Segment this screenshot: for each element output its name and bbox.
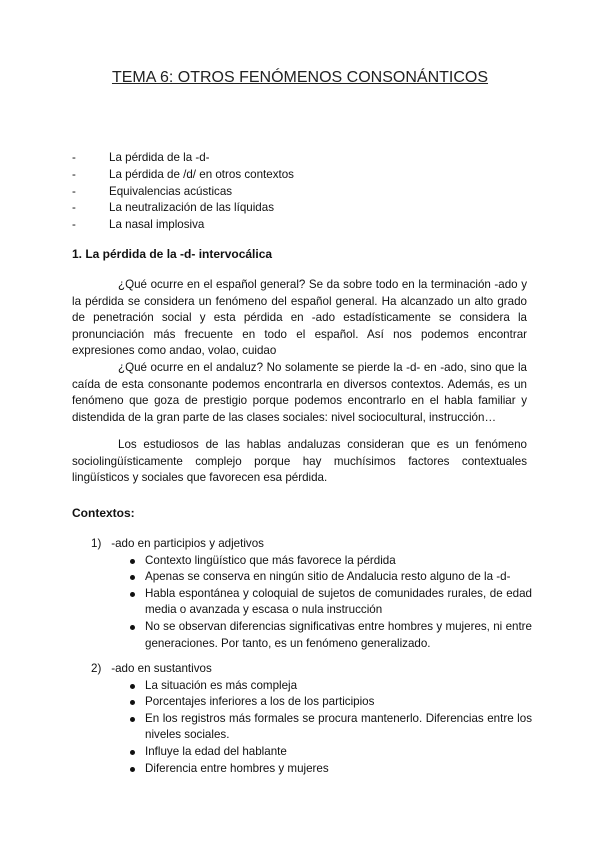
dash-marker: - <box>72 201 76 215</box>
body-paragraph: ¿Qué ocurre en el español general? Se da sobre todo en la terminación -ado y la pérdida se considera un fenómeno del español general. Ha alcanzado un alto grado de penetración social y esta pérdida en -ado estadísticamente se considera la pronunciación más frecuente en todo el español. Así nos podemos encontrar expresiones como andao, volao, cuidao <box>72 278 527 358</box>
topic-list <box>72 150 294 234</box>
topic-text: La nasal implosiva <box>109 218 205 232</box>
bullet-dot-icon <box>130 575 135 580</box>
topic-text: La pérdida de la -d- <box>109 151 210 164</box>
dash-marker: - <box>72 167 76 181</box>
bullet-list <box>72 678 532 778</box>
bullet-list <box>72 553 532 653</box>
bullet-text: La situación es más compleja <box>145 678 298 692</box>
bullet-item <box>72 694 532 711</box>
bullet-item <box>72 761 532 778</box>
context-item-header <box>72 536 532 553</box>
page-title: TEMA 6: OTROS FENÓMENOS CONSONÁNTICOS <box>111 69 489 86</box>
bullet-dot-icon <box>130 717 135 722</box>
bullet-item <box>72 586 532 619</box>
topic-text: Equivalencias acústicas <box>109 184 233 198</box>
topic-list-item <box>72 150 294 167</box>
bullet-text: Diferencia entre hombres y mujeres <box>145 761 329 775</box>
bullet-dot-icon <box>130 767 135 772</box>
topic-list-item <box>72 200 294 217</box>
context-number: 1) <box>91 537 102 550</box>
bullet-item <box>72 744 532 761</box>
bullet-dot-icon <box>130 700 135 705</box>
bullet-dot-icon <box>130 684 135 689</box>
dash-marker: - <box>72 151 76 164</box>
context-number: 2) <box>91 662 102 675</box>
bullet-item <box>72 553 532 570</box>
bullet-item <box>72 569 532 586</box>
bullet-item <box>72 619 532 652</box>
bullet-dot-icon <box>130 625 135 630</box>
bullet-item <box>72 678 532 695</box>
topic-text: La neutralización de las líquidas <box>109 201 274 215</box>
bullet-text: Influye la edad del hablante <box>145 744 287 758</box>
bullet-text: Apenas se conserva en ningún sitio de Andalucia resto alguno de la -d- <box>145 570 511 584</box>
context-item <box>72 536 532 652</box>
context-item-header <box>72 661 532 678</box>
section-heading: 1. La pérdida de la -d- intervocálica <box>72 247 273 261</box>
dash-marker: - <box>72 184 76 198</box>
context-label: -ado en participios y adjetivos <box>111 537 264 550</box>
dash-marker: - <box>72 218 76 232</box>
body-paragraph: ¿Qué ocurre en el andaluz? No solamente se pierde la -d- en -ado, sino que la caída de esta consonante podemos encontrarla en diversos contextos. Además, es un fenómeno que goza de prestigio porque podemos encontrarlo en el habla familiar y distendida de la gran parte de las clases sociales: nivel sociocultural, instrucción… <box>72 361 527 424</box>
context-label: -ado en sustantivos <box>111 662 212 675</box>
bullet-dot-icon <box>130 750 135 755</box>
bullet-text: En los registros más formales se procura mantenerlo. Diferencias entre los niveles sociales. <box>145 711 532 742</box>
bullet-item <box>72 711 532 744</box>
topic-list-item <box>72 167 294 184</box>
body-paragraph: Los estudiosos de las hablas andaluzas consideran que es un fenómeno sociolingüísticamente complejo porque hay muchísimos factores contextuales lingüísticos y sociales que favorecen esa pérdida. <box>72 438 527 485</box>
contexts-heading: Contextos: <box>72 506 135 520</box>
topic-list-item <box>72 184 294 201</box>
bullet-dot-icon <box>130 559 135 564</box>
bullet-text: Contexto lingüístico que más favorece la pérdida <box>145 553 396 567</box>
bullet-text: Habla espontánea y coloquial de sujetos de comunidades rurales, de edad media o avanzada y escasa o nula instrucción <box>145 586 532 617</box>
bullet-text: No se observan diferencias significativas entre hombres y mujeres, ni entre generaciones. Por tanto, es un fenómeno generalizado. <box>145 619 532 650</box>
bullet-dot-icon <box>130 592 135 597</box>
context-item <box>72 661 532 777</box>
topic-text: La pérdida de /d/ en otros contextos <box>109 167 294 181</box>
topic-list-item <box>72 217 294 234</box>
bullet-text: Porcentajes inferiores a los de los participios <box>145 695 375 709</box>
